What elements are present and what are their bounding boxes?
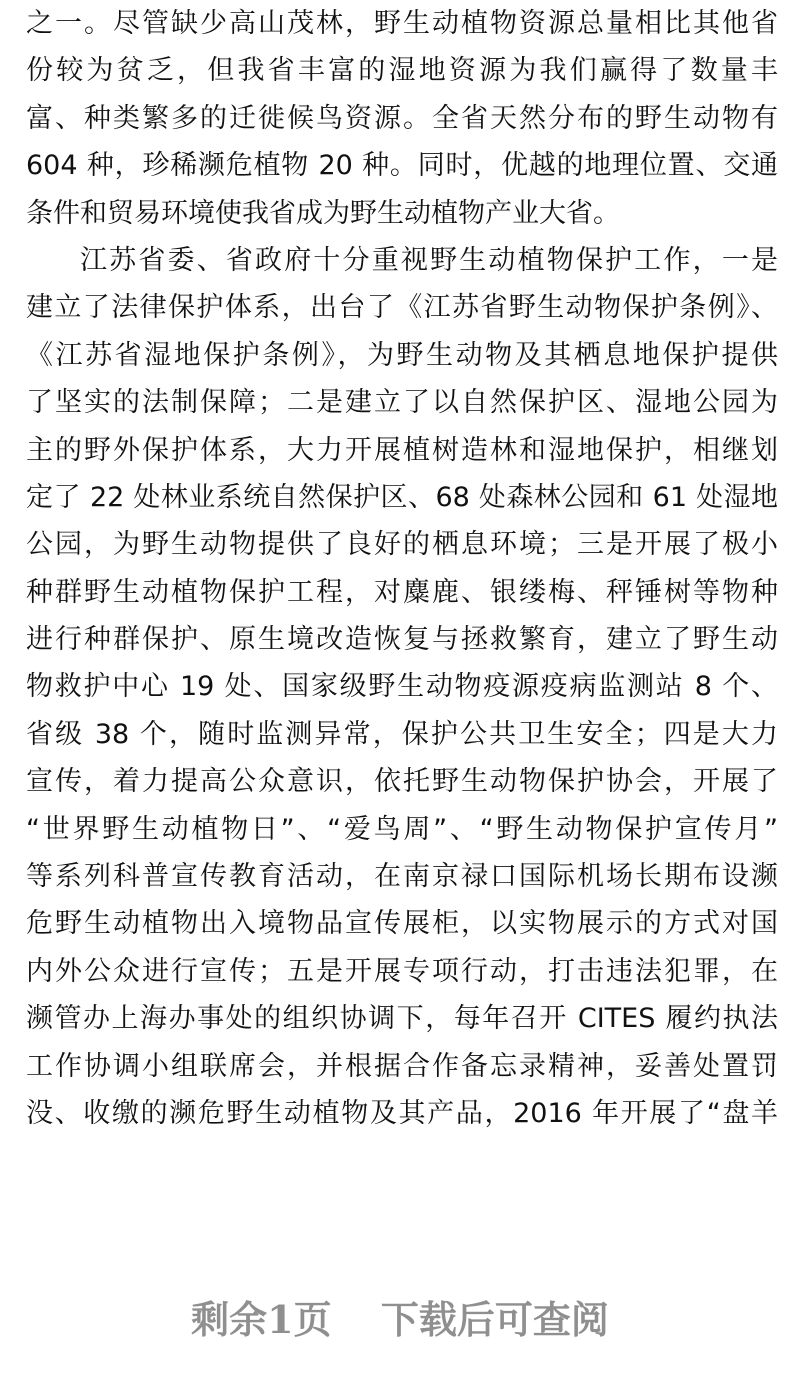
document-line: 等系列科普宣传教育活动，在南京禄口国际机场长期布设濒 (26, 861, 778, 893)
document-line: 没、收缴的濒危野生动植物及其产品，2016 年开展了“盘羊 (26, 1097, 778, 1129)
download-footer[interactable] (0, 1290, 800, 1350)
document-line: 濒管办上海办事处的组织协调下，每年召开 CITES 履约执法 (26, 1003, 778, 1035)
document-line: 建立了法律保护体系，出台了《江苏省野生动物保护条例》、 (26, 292, 778, 324)
document-line: 份较为贫乏，但我省丰富的湿地资源为我们赢得了数量丰 (26, 55, 778, 87)
document-line: 公园，为野生动物提供了良好的栖息环境；三是开展了极小 (26, 529, 778, 561)
document-line: 富、种类繁多的迁徙候鸟资源。全省天然分布的野生动物有 (26, 102, 778, 134)
document-line: 江苏省委、省政府十分重视野生动植物保护工作，一是 (80, 244, 778, 276)
remaining-pages-label: 剩余1页 (191, 1297, 332, 1342)
document-line: 种群野生动植物保护工程，对麋鹿、银缕梅、秤锤树等物种 (26, 576, 778, 608)
document-line: 604 种，珍稀濒危植物 20 种。同时，优越的地理位置、交通 (26, 150, 778, 182)
document-line: “世界野生动植物日”、“爱鸟周”、“野生动物保护宣传月” (26, 813, 778, 845)
document-line: 《江苏省湿地保护条例》，为野生动物及其栖息地保护提供 (26, 339, 778, 371)
document-line: 定了 22 处林业系统自然保护区、68 处森林公园和 61 处湿地 (26, 481, 778, 513)
download-hint-label: 下载后可查阅 (380, 1297, 609, 1342)
document-line: 条件和贸易环境使我省成为野生动植物产业大省。 (26, 197, 620, 229)
document-line: 进行种群保护、原生境改造恢复与拯救繁育，建立了野生动 (26, 624, 778, 656)
document-line: 之一。尽管缺少高山茂林，野生动植物资源总量相比其他省 (26, 8, 778, 39)
document-line: 主的野外保护体系，大力开展植树造林和湿地保护，相继划 (26, 434, 778, 466)
document-line: 宣传，着力提高公众意识，依托野生动物保护协会，开展了 (26, 766, 778, 798)
document-line: 了坚实的法制保障；二是建立了以自然保护区、湿地公园为 (26, 387, 778, 419)
document-line: 危野生动植物出入境物品宣传展柜，以实物展示的方式对国 (26, 908, 778, 940)
document-line: 内外公众进行宣传；五是开展专项行动，打击违法犯罪，在 (26, 955, 778, 987)
document-line: 省级 38 个，随时监测异常，保护公共卫生安全；四是大力 (26, 718, 778, 750)
document-body (26, 0, 778, 1137)
document-line: 物救护中心 19 处、国家级野生动物疫源疫病监测站 8 个、 (26, 671, 778, 703)
document-line: 工作协调小组联席会，并根据合作备忘录精神，妥善处置罚 (26, 1050, 778, 1082)
